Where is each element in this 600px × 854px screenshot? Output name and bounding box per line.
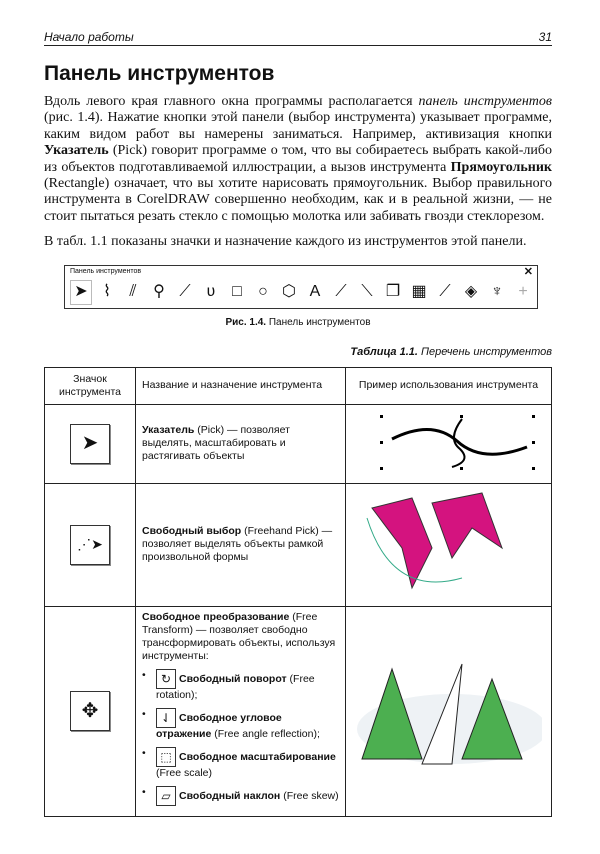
sub-tool-icon: ⇃ xyxy=(156,708,176,728)
toolbar-tool-icon: ⟋ xyxy=(439,283,451,301)
toolbar-tool-icon: ⟋ xyxy=(335,283,347,301)
toolbar-tool-icon: ⌇ xyxy=(103,283,111,301)
toolbar-tool-icon: ⟋ xyxy=(179,283,191,301)
pick-example-illustration xyxy=(352,409,542,475)
section-title: Начало работы xyxy=(44,30,134,44)
text: Вдоль левого края главного окна программы располагается xyxy=(44,94,419,109)
tools-table xyxy=(44,367,552,817)
sub-tool-icon: ▱ xyxy=(156,786,176,806)
toolbar-tool-icon: ⫽ xyxy=(129,283,137,301)
table-caption: Таблица 1.1. Перечень инструментов xyxy=(350,345,552,358)
table-row: ⋰➤ Свободный выбор (Freehand Pick) — позволяет выделять объекты рамкой произвольной формы xyxy=(45,483,552,606)
toolbar-tool-icon: ◈ xyxy=(464,283,478,301)
toolbar-tool-icon: ❐ xyxy=(385,283,401,301)
running-header xyxy=(44,30,552,46)
toolbar-title: Панель инструментов xyxy=(70,267,142,275)
toolbar-tool-icon: ⬡ xyxy=(282,283,296,301)
freehand-example-illustration xyxy=(352,488,542,598)
toolbar-tool-icon: ⚲ xyxy=(153,283,165,301)
list-item: • ↻ Свободный поворот (Free rotation); xyxy=(142,669,339,702)
page-number: 31 xyxy=(538,30,552,44)
close-icon: ✕ xyxy=(523,265,533,278)
freehand-pick-icon: ⋰➤ xyxy=(70,525,110,565)
list-item: • ▱ Свободный наклон (Free skew) xyxy=(142,786,339,806)
free-transform-icon: ✥ xyxy=(70,691,110,731)
page-title: Панель инструментов xyxy=(44,62,275,85)
text: (рис. 1.4). Нажатие кнопки этой панели (выбор инструмента) указывает программе, каким видом работ вы намерены заниматься. Например, активизация кнопки xyxy=(44,110,552,142)
text: Прямоугольник xyxy=(450,159,552,175)
page-body xyxy=(44,94,552,817)
free-transform-example-illustration xyxy=(352,649,542,769)
list-item: • ⬚ Свободное масштабирование (Free scale) xyxy=(142,747,339,780)
column-header: Пример использования инструмента xyxy=(346,367,552,404)
text: (Pick) говорит программе о том, что вы собираетесь выбрать какой-либо из объектов подготавливаемой иллюстрации, а вызов инструмента xyxy=(44,143,552,175)
table-row: ➤ Указатель (Pick) — позволяет выделять, масштабировать и растягивать объекты xyxy=(45,404,552,483)
list-item: • ⇃ Свободное угловое отражение (Free angle reflection); xyxy=(142,708,339,741)
toolbar-tool-icon: □ xyxy=(232,283,242,301)
pick-tool-icon: ➤ xyxy=(70,424,110,464)
toolbar-tool-icon: ⟍ xyxy=(361,283,373,301)
toolbar-tool-icon: A xyxy=(309,283,321,301)
sub-tool-icon: ↻ xyxy=(156,669,176,689)
toolbar-tool-icon: + xyxy=(518,283,528,301)
sub-tool-icon: ⬚ xyxy=(156,747,176,767)
column-header: Значок инструмента xyxy=(45,367,136,404)
toolbar-tool-icon: ➤ xyxy=(70,280,92,305)
table-row: ✥ Свободное преобразование (Free Transform) — позволяет свободно трансформировать объекты, используя инструменты: • ↻ Свободный поворот (Free rotation); • ⇃ Свободное угловое отражение (Free angle reflection); • ⬚ Свободное масштабирование (Free scale) • ▱ Свободный наклон (Free skew) xyxy=(45,606,552,816)
toolbar-tool-icon: ʋ xyxy=(206,283,216,301)
text: панель инструментов xyxy=(418,94,552,109)
toolbox-figure xyxy=(64,265,538,309)
toolbar-tool-icon: ♆ xyxy=(491,283,503,301)
toolbar-tool-icon: ▦ xyxy=(411,283,427,301)
toolbar-tool-icon: ○ xyxy=(258,283,268,301)
figure-caption: Рис. 1.4. Панель инструментов xyxy=(225,316,371,328)
paragraph xyxy=(44,94,552,225)
column-header: Название и назначение инструмента xyxy=(136,367,346,404)
paragraph: В табл. 1.1 показаны значки и назначение каждого из инструментов этой панели. xyxy=(44,234,527,250)
text: (Rectangle) означает, что вы хотите нарисовать прямоугольник. Выбор правильного инструмента в CorelDRAW совершенно необходим, как и в реальной жизни, — не стоит пытаться резать стекло с помощью молотка или забивать гвозди стеклорезом. xyxy=(44,176,552,224)
text: Указатель xyxy=(44,143,109,159)
